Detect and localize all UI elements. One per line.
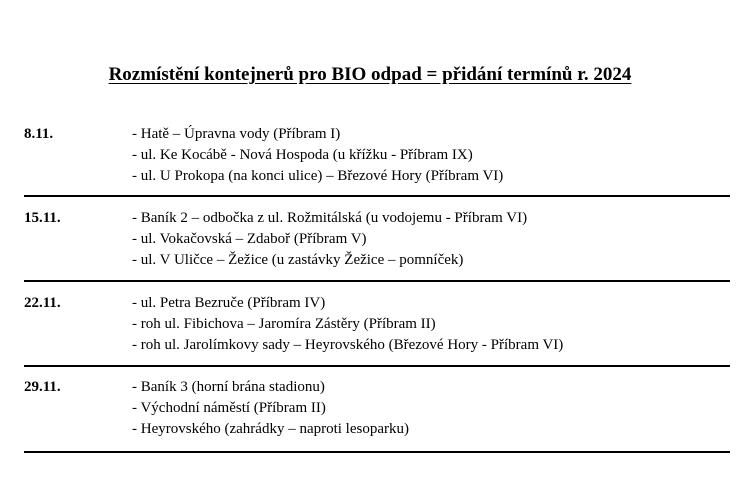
section-date: 8.11.	[24, 126, 54, 142]
section-divider	[24, 195, 730, 197]
section-date: 29.11.	[24, 379, 61, 395]
location-item: - ul. Ke Kocábě - Nová Hospoda (u křížku - Příbram IX)	[132, 147, 473, 163]
location-item: - ul. Vokačovská – Zdaboř (Příbram V)	[132, 231, 367, 247]
location-list	[132, 208, 527, 271]
location-item: - Východní náměstí (Příbram II)	[132, 400, 326, 416]
location-item: - Hatě – Úpravna vody (Příbram I)	[132, 126, 341, 142]
location-item: - ul. V Uličce – Žežice (u zastávky Žežice – pomníček)	[132, 252, 464, 268]
location-item: - Baník 2 – odbočka z ul. Rožmitálská (u vodojemu - Příbram VI)	[132, 210, 528, 226]
location-item: - Heyrovského (zahrádky – naproti lesoparku)	[132, 421, 409, 437]
location-item: - roh ul. Fibichova – Jaromíra Zástěry (Příbram II)	[132, 316, 436, 332]
location-list	[132, 293, 563, 356]
location-item: - ul. Petra Bezruče (Příbram IV)	[132, 295, 326, 311]
location-list	[132, 377, 409, 440]
page-title: Rozmístění kontejnerů pro BIO odpad = přidání termínů r. 2024	[108, 64, 632, 85]
section-divider	[24, 365, 730, 367]
section-date: 22.11.	[24, 295, 61, 311]
location-item: - ul. U Prokopa (na konci ulice) – Březové Hory (Příbram VI)	[132, 168, 504, 184]
section-divider	[24, 280, 730, 282]
location-list	[132, 124, 503, 187]
section-date: 15.11.	[24, 210, 61, 226]
location-item: - Baník 3 (horní brána stadionu)	[132, 379, 325, 395]
location-item: - roh ul. Jarolímkovy sady – Heyrovského (Březové Hory - Příbram VI)	[132, 337, 564, 353]
section-divider	[24, 451, 730, 453]
